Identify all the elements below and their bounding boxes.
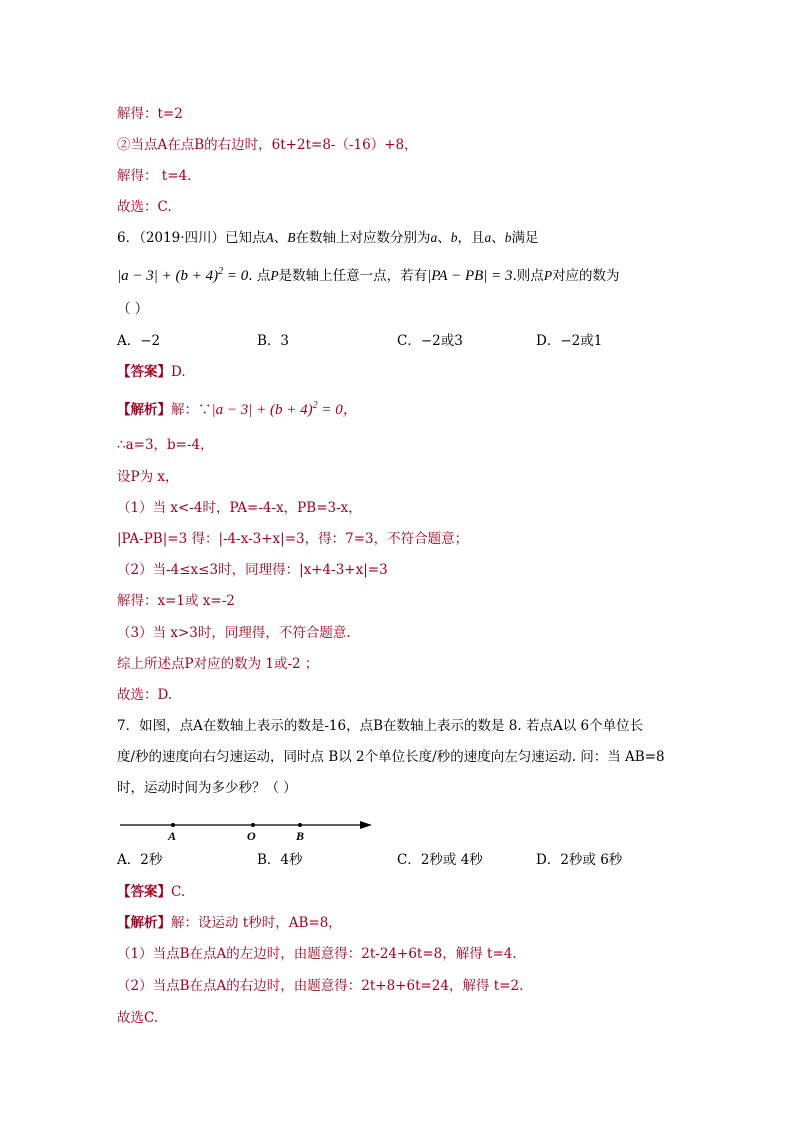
solution-line-4: 故选：C. <box>117 199 172 215</box>
q6-text: . 点 <box>248 268 271 284</box>
option-d: D．−2或1 <box>536 333 603 349</box>
analysis-step: （3）当 x>3时，同理得，不符合题意. <box>117 625 351 641</box>
answer-tag: 【答案】 <box>117 884 171 900</box>
answer-value: C. <box>171 884 186 900</box>
q6-text: 、 <box>437 230 451 246</box>
analysis-step: （2）当-4≤x≤3时，同理得：|x+4-3+x|=3 <box>117 562 388 578</box>
analysis-step: ∴a=3，b=-4， <box>117 437 214 453</box>
answer-tag: 【答案】 <box>117 364 171 380</box>
analysis-step: |PA-PB|=3 得：|-4-x-3+x|=3，得：7=3，不符合题意； <box>117 531 469 547</box>
analysis-step: （2）当点B在点A的右边时，由题意得：2t+8+6t=24，解得 t=2. <box>117 978 524 994</box>
variable-b: b <box>450 230 458 245</box>
analysis-step: 设P为 x， <box>117 469 179 485</box>
analysis-line <box>117 914 342 932</box>
solution-line-1: 解得：t=2 <box>117 106 183 122</box>
point-a-label: A <box>265 230 274 245</box>
q6-text: 、 <box>491 230 505 246</box>
solution-line-3: 解得： t=4. <box>117 168 192 184</box>
answer-value: D. <box>171 364 186 380</box>
answer-line <box>117 363 186 381</box>
point-p-label: P <box>270 268 279 283</box>
q6-text: 在数轴上对应数分别为 <box>295 230 431 246</box>
analysis-step: 故选C. <box>117 1010 159 1026</box>
option-c: C．2秒或 4秒 <box>397 852 483 868</box>
question-source: （2019·四川） <box>139 230 225 246</box>
axis-label-a: A <box>168 829 177 843</box>
equation-distance: |PA − PB| = 3 <box>427 268 513 284</box>
answer-line <box>117 883 185 901</box>
point-b-label: B <box>287 230 296 245</box>
analysis-step: 解得：x=1或 x=-2 <box>117 593 235 609</box>
analysis-tag: 【解析】 <box>117 915 171 931</box>
variable-b: b <box>504 230 512 245</box>
analysis-equation: $|a - 3| + (b + 4)^2 = 0$， <box>211 400 358 418</box>
question-7-line-2: 度/秒的速度向右匀速运动，同时点 B以 2个单位长度/秒的速度向左匀速运动. 问：当 AB=8 <box>117 749 665 765</box>
analysis-line <box>117 397 358 419</box>
solution-line-2: ②当点A在点B的右边时，6t+2t=8-（-16）+8， <box>117 137 418 153</box>
answer-paren: （ ） <box>117 301 149 317</box>
number-line-figure <box>118 815 378 845</box>
q6-text: 对应的数为 <box>552 268 620 284</box>
option-c: C．−2或3 <box>397 333 463 349</box>
analysis-step: （1）当 x<-4时，PA=-4-x，PB=3-x， <box>117 500 362 516</box>
question-7-line-3: 时，运动时间为多少秒？（ ） <box>117 780 297 796</box>
number-line-arrow <box>360 821 372 829</box>
q6-text: 已知点 <box>225 230 266 246</box>
question-7-line-1: 7．如图，点A在数轴上表示的数是-16，点B在数轴上表示的数是 8. 若点A以 6个单位长 <box>117 718 644 734</box>
variable-a: a <box>430 230 438 245</box>
option-b: B．3 <box>257 333 290 349</box>
q6-text: .则点 <box>512 268 544 284</box>
option-d: D．2秒或 6秒 <box>536 852 623 868</box>
option-b: B．4秒 <box>257 852 303 868</box>
analysis-intro: 解：∵ <box>171 402 212 418</box>
option-a: A．2秒 <box>117 852 163 868</box>
axis-label-o: O <box>247 829 256 843</box>
q6-text: ，且 <box>457 230 485 246</box>
q6-text: 满足 <box>511 230 539 246</box>
option-a: A．−2 <box>117 333 161 349</box>
analysis-step: 故选：D. <box>117 687 173 703</box>
analysis-tag: 【解析】 <box>117 402 171 418</box>
point-a-dot <box>171 823 175 827</box>
q6-text: 、 <box>273 230 288 246</box>
point-b-dot <box>298 823 302 827</box>
question-number: 6． <box>117 230 140 246</box>
variable-a: a <box>484 230 492 245</box>
origin-dot <box>251 823 255 827</box>
question-6-line-1 <box>117 229 539 247</box>
equation-condition: $|a - 3| + (b + 4)^2 = 0$ <box>117 266 249 284</box>
analysis-intro: 解：设运动 t秒时，AB=8， <box>171 915 342 931</box>
analysis-step: 综上所述点P对应的数为 1或-2 ； <box>117 656 319 672</box>
axis-label-b: B <box>296 829 305 843</box>
point-p-label: P <box>543 268 553 283</box>
analysis-step: （1）当点B在点A的左边时，由题意得：2t-24+6t=8，解得 t=4. <box>117 946 517 962</box>
question-6-line-2 <box>117 263 620 285</box>
q6-text: 是数轴上任意一点，若有 <box>278 268 428 284</box>
